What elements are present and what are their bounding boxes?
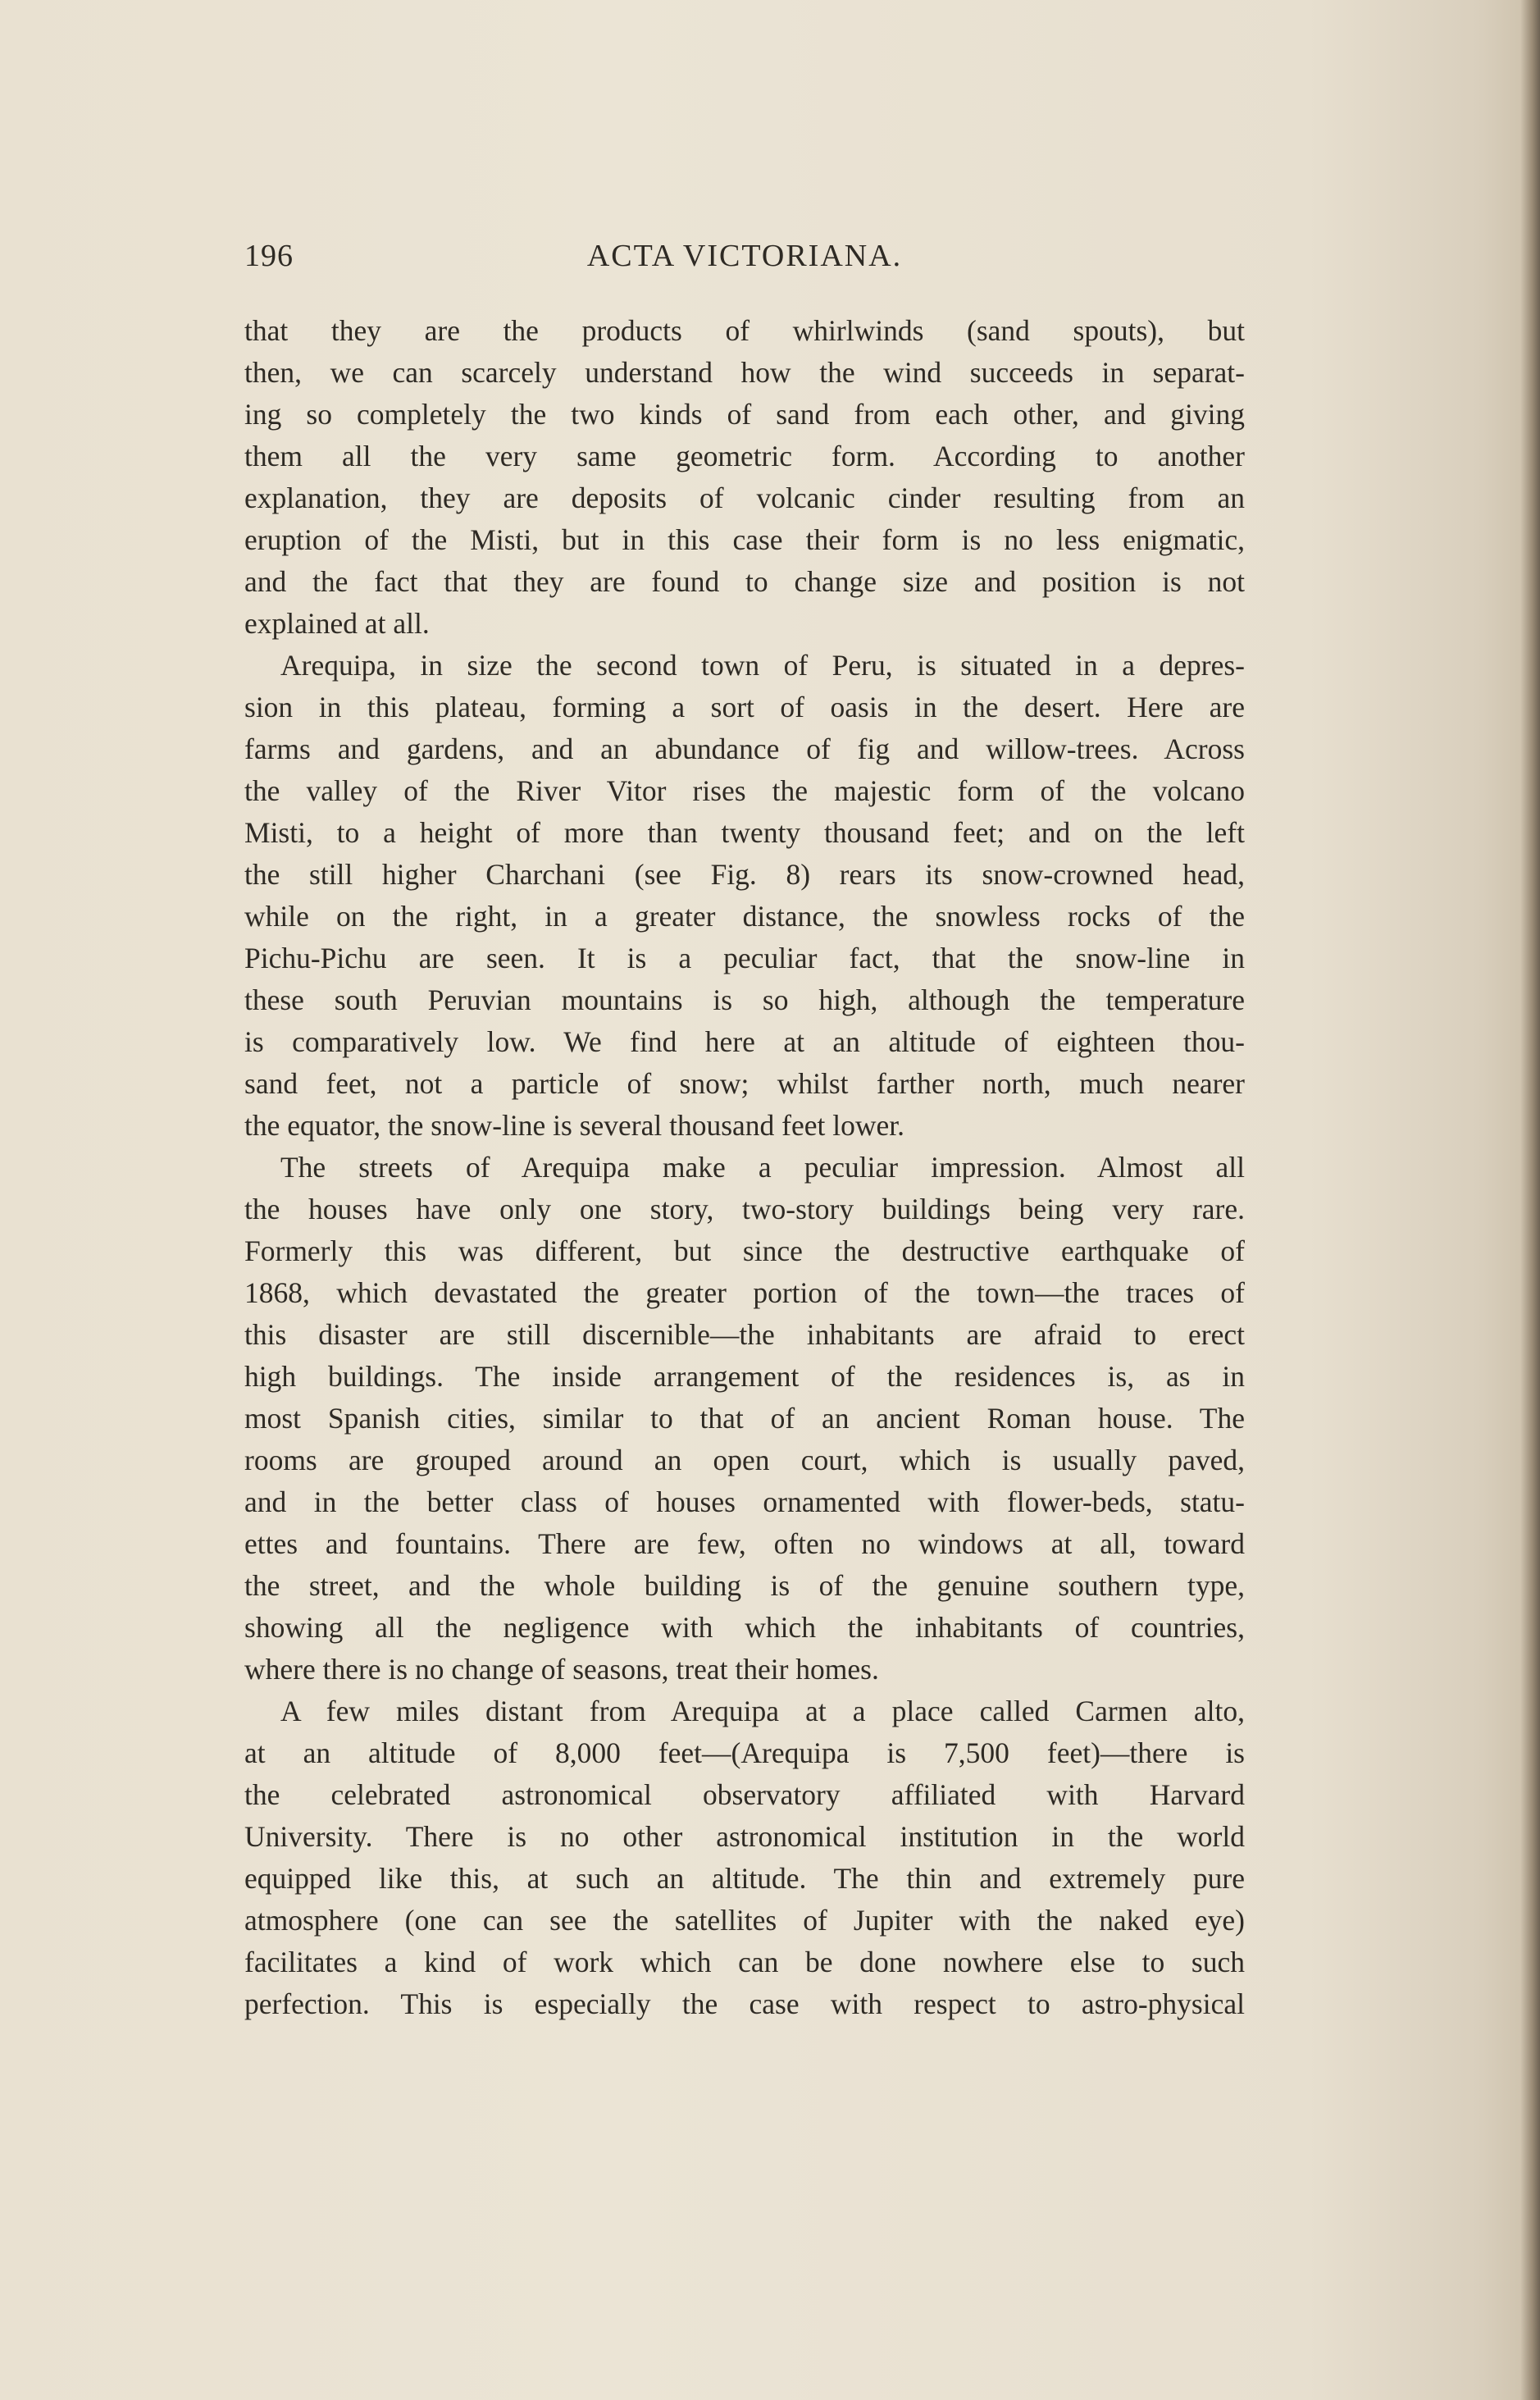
text-line: ing so completely the two kinds of sand from each other, and giving <box>244 398 1245 431</box>
text-line: and the fact that they are found to change size and position is not <box>244 565 1245 598</box>
text-line: 1868, which devastated the greater portion of the town—the traces of <box>244 1276 1245 1309</box>
text-line: at an altitude of 8,000 feet—(Arequipa is 7,500 feet)—there is <box>244 1736 1245 1769</box>
text-line: showing all the negligence with which the inhabitants of countries, <box>244 1611 1245 1644</box>
text-line: these south Peruvian mountains is so high, although the temperature <box>244 983 1245 1016</box>
text-line: explained at all. <box>244 607 430 640</box>
text-line: facilitates a kind of work which can be done nowhere else to such <box>244 1946 1245 1978</box>
text-line: sand feet, not a particle of snow; whilst farther north, much nearer <box>244 1067 1245 1100</box>
paragraph <box>244 1147 1245 1690</box>
text-line: them all the very same geometric form. According to another <box>244 440 1245 472</box>
page-edge-shadow <box>1520 0 1540 2400</box>
text-line: perfection. This is especially the case with respect to astro-physical <box>244 1987 1245 2020</box>
text-line: where there is no change of seasons, treat their homes. <box>244 1653 879 1686</box>
text-line: Pichu-Pichu are seen. It is a peculiar fact, that the snow-line in <box>244 942 1245 974</box>
page-number: 196 <box>244 239 294 273</box>
body-text <box>244 310 1245 2025</box>
text-line: A few miles distant from Arequipa at a place called Carmen alto, <box>280 1695 1245 1727</box>
text-line: the equator, the snow-line is several thousand feet lower. <box>244 1109 904 1142</box>
text-line: that they are the products of whirlwinds (sand spouts), but <box>244 314 1245 347</box>
paragraph <box>244 645 1245 1147</box>
text-line: while on the right, in a greater distance, the snowless rocks of the <box>244 900 1245 933</box>
text-line: high buildings. The inside arrangement of the residences is, as in <box>244 1360 1245 1393</box>
text-line: atmosphere (one can see the satellites of Jupiter with the naked eye) <box>244 1904 1245 1937</box>
text-line: eruption of the Misti, but in this case their form is no less enigmatic, <box>244 523 1245 556</box>
paragraph <box>244 310 1245 645</box>
running-title: ACTA VICTORIANA. <box>586 239 903 273</box>
text-line: farms and gardens, and an abundance of fig and willow-trees. Across <box>244 732 1245 765</box>
text-line: Arequipa, in size the second town of Peru, is situated in a depres- <box>280 649 1245 682</box>
text-line: is comparatively low. We find here at an altitude of eighteen thou- <box>244 1025 1245 1058</box>
text-line: The streets of Arequipa make a peculiar impression. Almost all <box>280 1151 1245 1184</box>
text-line: sion in this plateau, forming a sort of oasis in the desert. Here are <box>244 691 1245 723</box>
text-line: ettes and fountains. There are few, often no windows at all, toward <box>244 1527 1245 1560</box>
text-line: then, we can scarcely understand how the wind succeeds in separat- <box>244 356 1245 389</box>
paragraph <box>244 1690 1245 2025</box>
text-line: and in the better class of houses ornamented with flower-beds, statu- <box>244 1485 1245 1518</box>
text-line: the houses have only one story, two-story buildings being very rare. <box>244 1193 1245 1225</box>
text-line: the valley of the River Vitor rises the majestic form of the volcano <box>244 774 1245 807</box>
text-line: rooms are grouped around an open court, which is usually paved, <box>244 1444 1245 1476</box>
text-line: equipped like this, at such an altitude. The thin and extremely pure <box>244 1862 1245 1895</box>
text-line: the still higher Charchani (see Fig. 8) rears its snow-crowned head, <box>244 858 1245 891</box>
text-line: the street, and the whole building is of the genuine southern type, <box>244 1569 1245 1602</box>
text-line: this disaster are still discernible—the inhabitants are afraid to erect <box>244 1318 1245 1351</box>
text-line: the celebrated astronomical observatory affiliated with Harvard <box>244 1778 1245 1811</box>
text-line: most Spanish cities, similar to that of an ancient Roman house. The <box>244 1402 1245 1435</box>
text-line: Misti, to a height of more than twenty thousand feet; and on the left <box>244 816 1245 849</box>
text-line: University. There is no other astronomical institution in the world <box>244 1820 1245 1853</box>
text-line: explanation, they are deposits of volcanic cinder resulting from an <box>244 481 1245 514</box>
page-header <box>244 238 1245 287</box>
text-line: Formerly this was different, but since the destructive earthquake of <box>244 1234 1245 1267</box>
